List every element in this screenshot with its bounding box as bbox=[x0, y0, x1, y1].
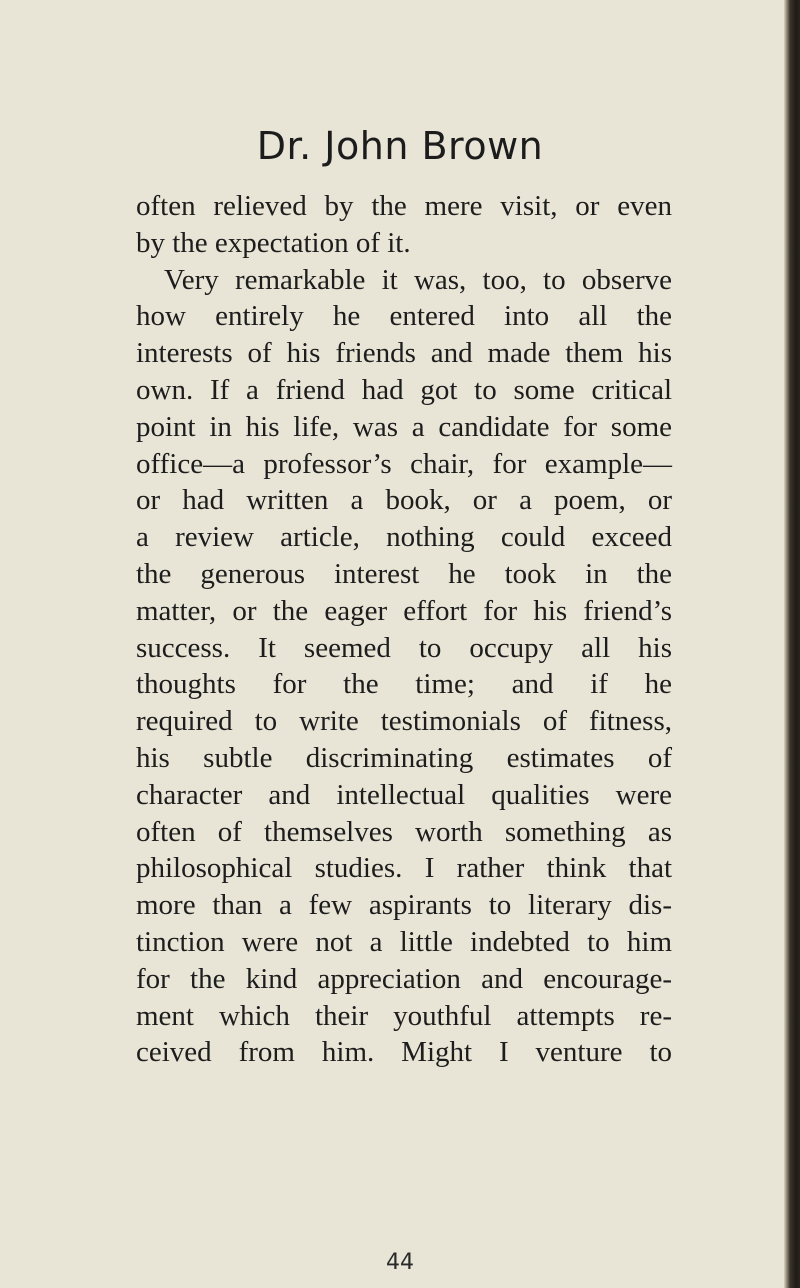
running-title: Dr. John Brown bbox=[256, 124, 544, 168]
page-number: 44 bbox=[386, 1250, 414, 1275]
text-line: success. It seemed to occupy all his bbox=[136, 631, 672, 664]
text-line: his subtle discriminating estimates of bbox=[136, 741, 672, 774]
text-line: office—a professor’s chair, for example— bbox=[136, 447, 672, 480]
text-line: Very remarkable it was, too, to observe bbox=[164, 263, 672, 296]
text-line: for the kind appreciation and encourage- bbox=[136, 962, 672, 995]
text-line: ment which their youthful attempts re- bbox=[136, 999, 672, 1032]
text-line: ceived from him. Might I venture to bbox=[136, 1036, 672, 1069]
text-line: how entirely he entered into all the bbox=[136, 300, 672, 333]
text-line: by the expectation of it. bbox=[136, 226, 411, 259]
text-line: more than a few aspirants to literary dis- bbox=[136, 889, 672, 922]
text-line: the generous interest he took in the bbox=[136, 557, 672, 590]
text-line: a review article, nothing could exceed bbox=[136, 521, 672, 554]
text-line: tinction were not a little indebted to him bbox=[136, 925, 672, 958]
text-line: often of themselves worth something as bbox=[136, 815, 672, 848]
text-line: own. If a friend had got to some critical bbox=[136, 373, 672, 406]
text-line: required to write testimonials of fitness, bbox=[136, 705, 672, 738]
text-line: character and intellectual qualities were bbox=[136, 778, 672, 811]
text-line: point in his life, was a candidate for some bbox=[136, 410, 672, 443]
text-line: often relieved by the mere visit, or even bbox=[136, 190, 672, 222]
text-line: interests of his friends and made them his bbox=[136, 337, 672, 370]
text-line: philosophical studies. I rather think that bbox=[136, 852, 672, 885]
text-line: matter, or the eager effort for his friend’s bbox=[136, 594, 672, 627]
body-text bbox=[136, 188, 672, 1071]
page-edge-shadow bbox=[784, 0, 800, 1288]
text-line: thoughts for the time; and if he bbox=[136, 668, 672, 701]
text-line: or had written a book, or a poem, or bbox=[136, 484, 672, 517]
